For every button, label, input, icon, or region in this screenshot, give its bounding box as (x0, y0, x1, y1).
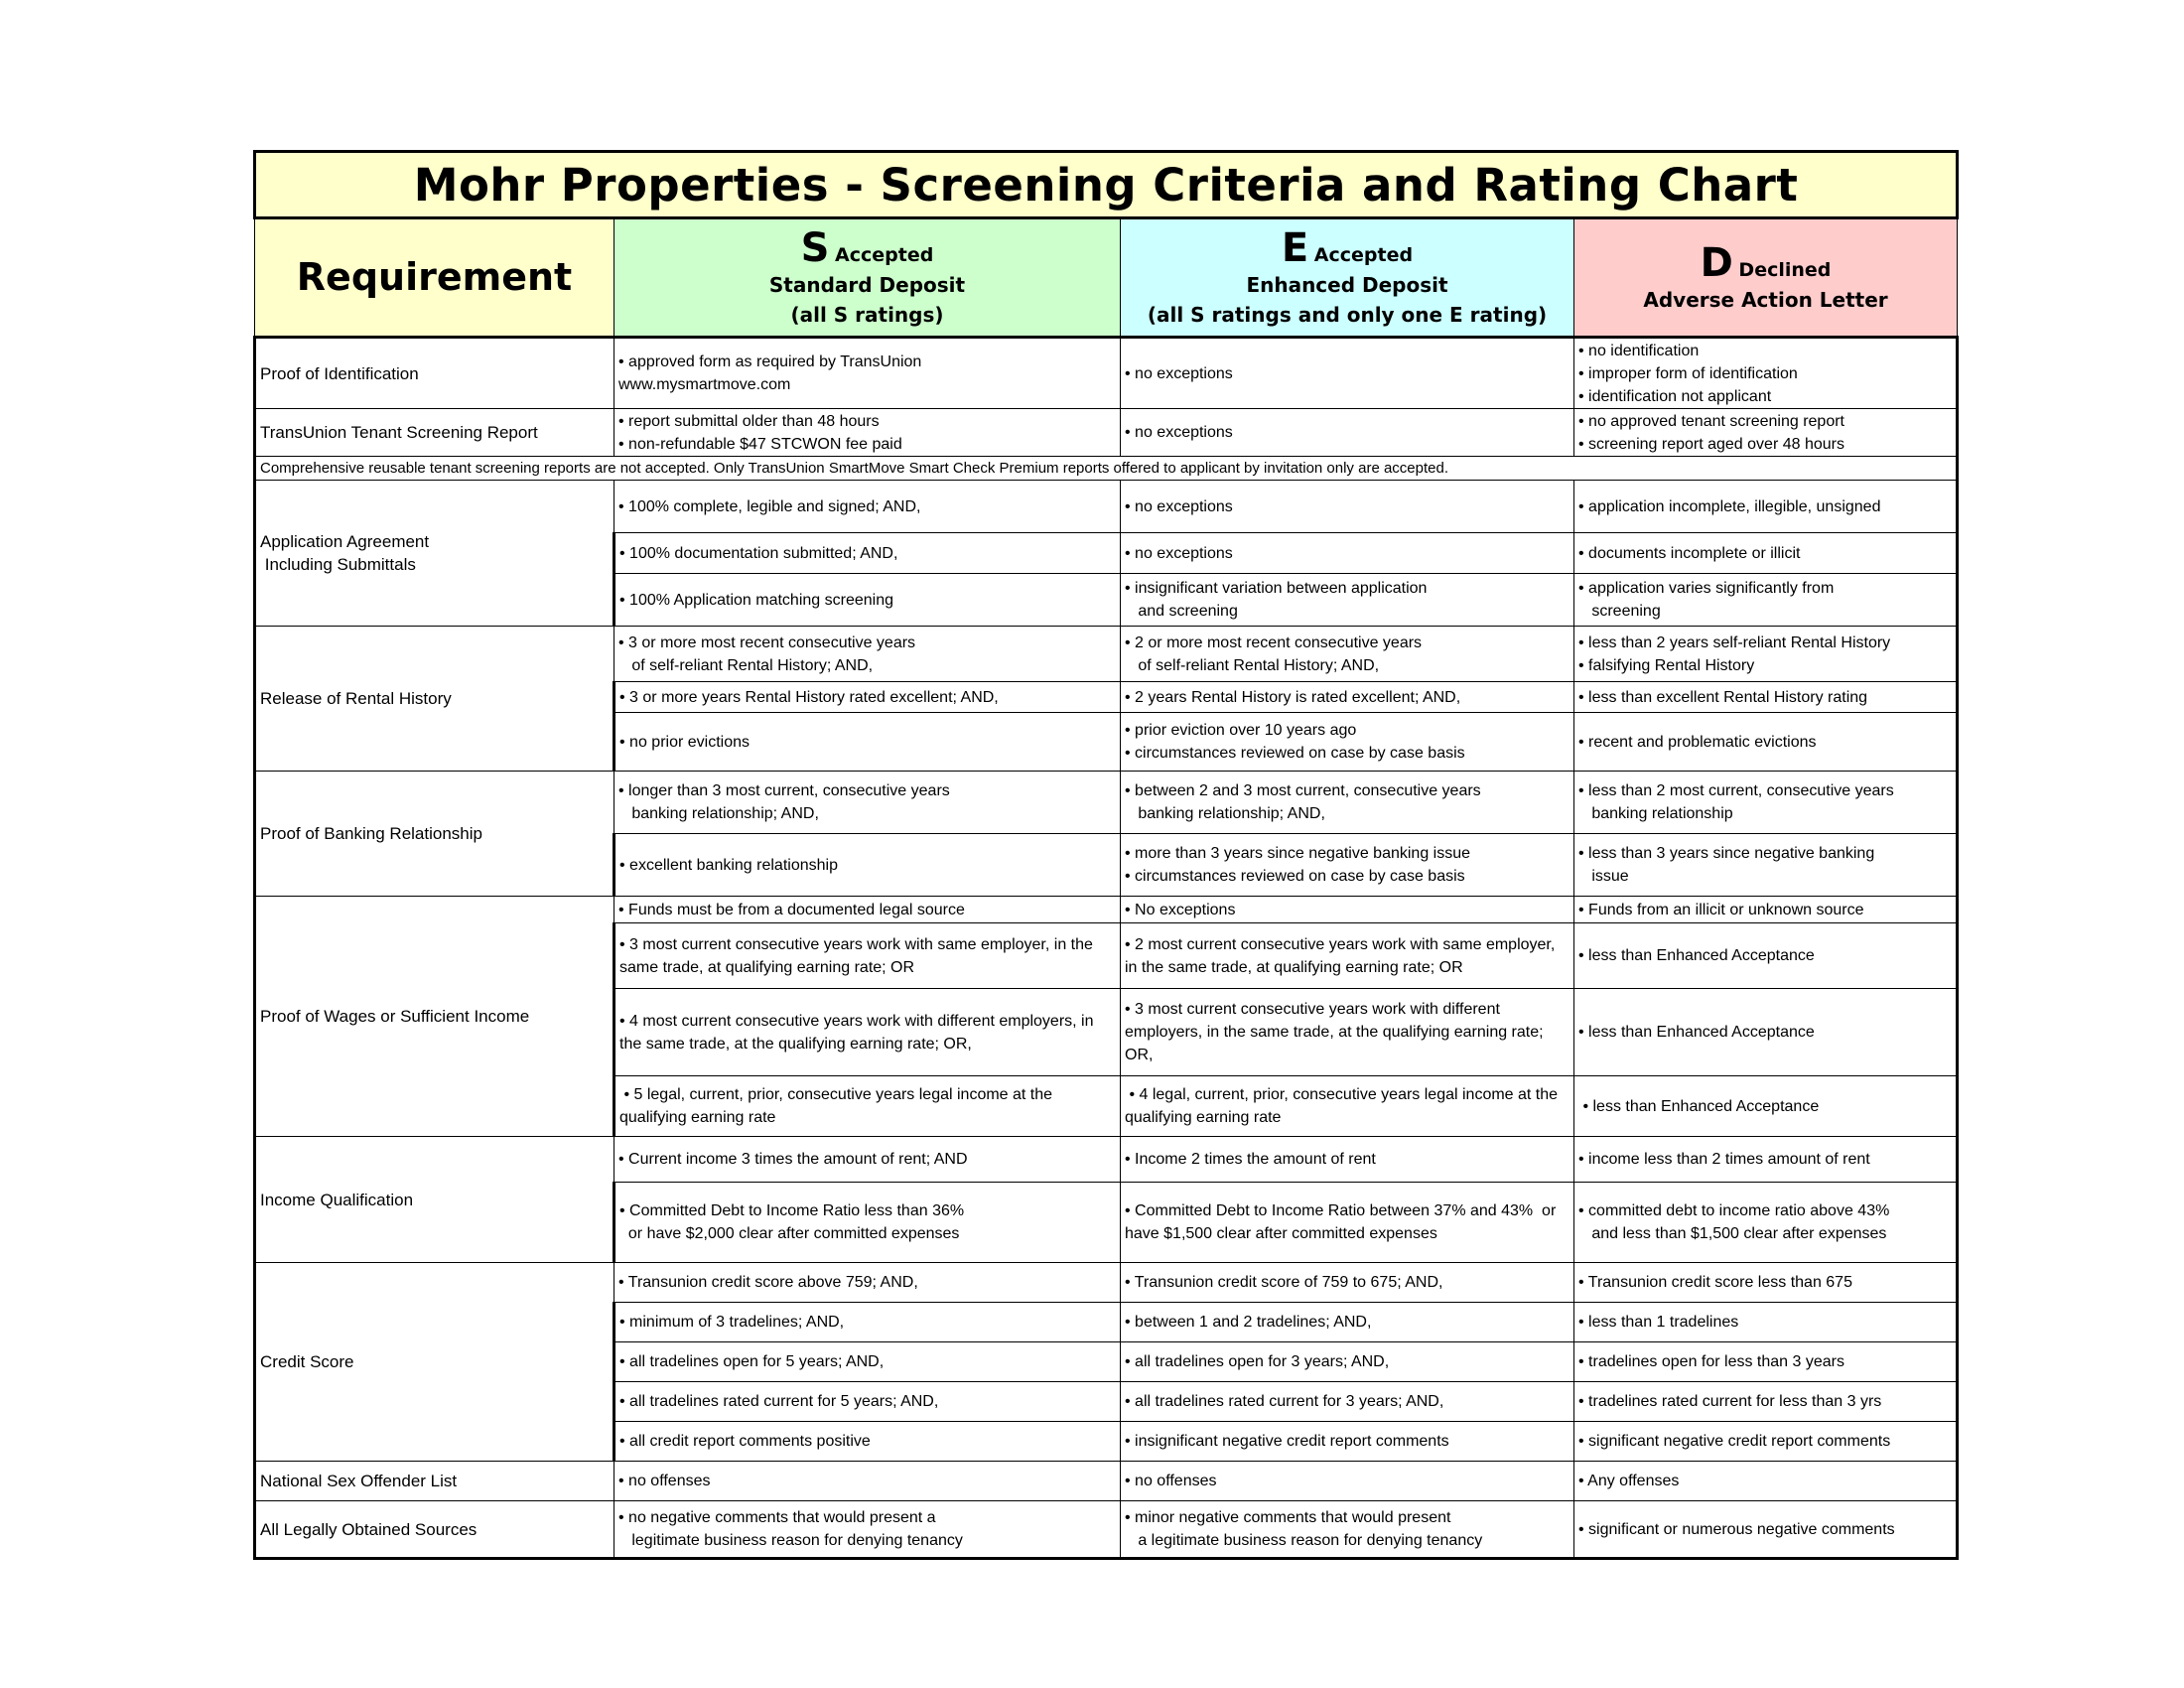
e-criteria-cell (1121, 1501, 1574, 1559)
s-criteria-cell (614, 1422, 1121, 1462)
s-criteria-cell (614, 1263, 1121, 1303)
criteria-line: • no offenses (618, 1473, 711, 1489)
criteria-line: of self-reliant Rental History; AND, (618, 656, 874, 674)
e-note: (all S ratings and only one E rating) (1147, 302, 1548, 327)
criteria-line: • significant negative credit report comments (1578, 1433, 1891, 1450)
criteria-line: • circumstances reviewed on case by case basis (1125, 868, 1465, 885)
criteria-line: • falsifying Rental History (1578, 656, 1755, 674)
requirement-label: All Legally Obtained Sources (260, 1519, 478, 1539)
criteria-line: • less than Enhanced Acceptance (1578, 947, 1815, 964)
criteria-line: • approved form as required by TransUnion (618, 353, 922, 370)
s-criteria-cell (614, 574, 1121, 627)
d-criteria-cell (1574, 897, 1958, 923)
requirement-label: Proof of Banking Relationship (260, 824, 482, 843)
screening-note: Comprehensive reusable tenant screening reports are not accepted. Only TransUnion SmartMove Smart Check Premium reports offered to applicant by invitation only are accepted. (255, 457, 1958, 481)
e-rating-header (1121, 218, 1574, 338)
requirement-label: Credit Score (260, 1352, 354, 1371)
d-criteria-cell (1574, 627, 1958, 682)
criteria-line: • no identification (1578, 342, 1700, 359)
criteria-line: issue (1578, 868, 1629, 885)
criteria-line: • insignificant negative credit report comments (1125, 1433, 1449, 1450)
d-criteria-cell (1574, 923, 1958, 989)
criteria-line: • no exceptions (1125, 424, 1233, 441)
s-criteria-cell (614, 1183, 1121, 1263)
criteria-line: OR, (1125, 1047, 1154, 1063)
e-criteria-cell (1121, 1342, 1574, 1382)
criteria-line: • 3 or more years Rental History rated excellent; AND, (619, 688, 999, 706)
criteria-line: • 100% Application matching screening (619, 591, 893, 609)
e-criteria-cell (1121, 772, 1574, 834)
criteria-line: • No exceptions (1125, 901, 1236, 918)
d-criteria-cell (1574, 1422, 1958, 1462)
d-criteria-cell (1574, 1342, 1958, 1382)
requirement-cell (255, 897, 614, 1137)
e-letter: E (1281, 224, 1309, 271)
s-rating-header (614, 218, 1121, 338)
criteria-line: • identification not applicant (1578, 387, 1772, 405)
d-criteria-cell (1574, 574, 1958, 627)
e-criteria-cell (1121, 1382, 1574, 1422)
criteria-line: • Any offenses (1578, 1473, 1680, 1489)
requirement-label: Proof of Identification (260, 363, 419, 383)
e-deposit: Enhanced Deposit (1246, 272, 1448, 297)
criteria-line: • more than 3 years since negative banking issue (1125, 845, 1471, 862)
criteria-line: • less than excellent Rental History rating (1578, 688, 1868, 706)
criteria-line: banking relationship; AND, (1125, 805, 1325, 822)
criteria-line: • insignificant variation between application (1125, 580, 1428, 597)
criteria-line: • documents incomplete or illicit (1578, 544, 1801, 562)
criteria-line: • 3 most current consecutive years work with different (1125, 1001, 1500, 1018)
criteria-line: • Funds must be from a documented legal source (618, 901, 965, 918)
criteria-line: screening (1578, 603, 1661, 620)
criteria-line: • less than 2 years self-reliant Rental History (1578, 633, 1891, 651)
criteria-line: a legitimate business reason for denying tenancy (1125, 1532, 1483, 1549)
s-criteria-cell (614, 897, 1121, 923)
criteria-line: • Transunion credit score less than 675 (1578, 1274, 1852, 1291)
criteria-line: same trade, at qualifying earning rate; OR (619, 958, 915, 976)
criteria-line: • all tradelines open for 3 years; AND, (1125, 1353, 1390, 1370)
requirement-label: Proof of Wages or Sufficient Income (260, 1007, 530, 1026)
criteria-line: • no offenses (1125, 1473, 1217, 1489)
criteria-line: • report submittal older than 48 hours (618, 412, 880, 430)
e-criteria-cell (1121, 1422, 1574, 1462)
criteria-line: and screening (1125, 603, 1238, 620)
d-criteria-cell (1574, 1462, 1958, 1501)
criteria-line: • Funds from an illicit or unknown source (1578, 901, 1864, 918)
e-criteria-cell (1121, 1076, 1574, 1137)
criteria-line: • all tradelines rated current for 5 years; AND, (619, 1393, 939, 1410)
criteria-line: banking relationship (1578, 805, 1733, 822)
criteria-line: • significant or numerous negative comments (1578, 1520, 1895, 1538)
s-criteria-cell (614, 409, 1121, 457)
table-row (255, 897, 1958, 923)
requirement-cell (255, 481, 614, 627)
criteria-line: • less than Enhanced Acceptance (1578, 1097, 1820, 1115)
criteria-line: • screening report aged over 48 hours (1578, 435, 1844, 453)
criteria-line: • Transunion credit score of 759 to 675; AND, (1125, 1274, 1443, 1291)
criteria-line: • between 2 and 3 most current, consecutive years (1125, 782, 1481, 799)
d-criteria-cell (1574, 772, 1958, 834)
criteria-line: • tradelines open for less than 3 years (1578, 1353, 1844, 1370)
criteria-line: • less than Enhanced Acceptance (1578, 1024, 1815, 1041)
criteria-line: • all tradelines rated current for 3 years; AND, (1125, 1393, 1444, 1410)
criteria-line: • prior eviction over 10 years ago (1125, 722, 1357, 739)
table-row (255, 1462, 1958, 1501)
e-criteria-cell (1121, 834, 1574, 897)
criteria-line: • 5 legal, current, prior, consecutive years legal income at the (619, 1086, 1053, 1103)
criteria-line: • Income 2 times the amount of rent (1125, 1151, 1376, 1168)
e-criteria-cell (1121, 574, 1574, 627)
e-criteria-cell (1121, 1137, 1574, 1183)
criteria-line: • less than 2 most current, consecutive years (1578, 782, 1894, 799)
s-criteria-cell (614, 533, 1121, 574)
requirement-cell (255, 409, 614, 457)
criteria-line: • all tradelines open for 5 years; AND, (619, 1353, 885, 1370)
criteria-line: • Committed Debt to Income Ratio between 37% and 43% or (1125, 1202, 1557, 1219)
d-deposit: Adverse Action Letter (1643, 287, 1888, 312)
d-criteria-cell (1574, 1303, 1958, 1342)
requirement-cell (255, 1462, 614, 1501)
table-row (255, 1137, 1958, 1183)
requirement-label: Including Submittals (260, 555, 416, 574)
requirement-label: Release of Rental History (260, 689, 452, 708)
s-criteria-cell (614, 713, 1121, 772)
d-criteria-cell (1574, 533, 1958, 574)
s-criteria-cell (614, 1303, 1121, 1342)
criteria-line: • Current income 3 times the amount of rent; AND (618, 1151, 968, 1168)
criteria-line: • 4 most current consecutive years work with different employers, in (619, 1012, 1094, 1030)
s-criteria-cell (614, 1137, 1121, 1183)
criteria-line: • all credit report comments positive (619, 1433, 871, 1450)
e-criteria-cell (1121, 533, 1574, 574)
requirement-cell (255, 1263, 614, 1462)
criteria-line: • no exceptions (1125, 364, 1233, 382)
d-criteria-cell (1574, 1501, 1958, 1559)
d-criteria-cell (1574, 713, 1958, 772)
s-note: (all S ratings) (790, 302, 944, 327)
s-deposit: Standard Deposit (768, 272, 966, 297)
criteria-line: • minor negative comments that would present (1125, 1509, 1451, 1526)
d-criteria-cell (1574, 1183, 1958, 1263)
d-criteria-cell (1574, 834, 1958, 897)
criteria-line: • income less than 2 times amount of rent (1578, 1151, 1870, 1168)
criteria-line: • circumstances reviewed on case by case basis (1125, 745, 1465, 762)
d-criteria-cell (1574, 409, 1958, 457)
criteria-line: • no exceptions (1125, 544, 1233, 562)
criteria-line: • minimum of 3 tradelines; AND, (619, 1314, 845, 1331)
d-criteria-cell (1574, 338, 1958, 409)
criteria-line: • tradelines rated current for less than 3 yrs (1578, 1393, 1882, 1410)
s-criteria-cell (614, 989, 1121, 1076)
s-criteria-cell (614, 338, 1121, 409)
e-criteria-cell (1121, 713, 1574, 772)
s-criteria-cell (614, 1501, 1121, 1559)
criteria-line: www.mysmartmove.com (618, 376, 791, 393)
criteria-line: • application incomplete, illegible, unsigned (1578, 497, 1881, 515)
criteria-line: or have $2,000 clear after committed expenses (619, 1225, 960, 1242)
criteria-line: • 100% documentation submitted; AND, (619, 544, 898, 562)
table-row (255, 481, 1958, 533)
criteria-line: • less than 1 tradelines (1578, 1314, 1739, 1331)
criteria-line: employers, in the same trade, at the qualifying earning rate; (1125, 1024, 1544, 1041)
s-status: Accepted (835, 243, 934, 266)
requirement-cell (255, 338, 614, 409)
requirement-label: Application Agreement (260, 532, 430, 551)
d-criteria-cell (1574, 682, 1958, 713)
e-criteria-cell (1121, 897, 1574, 923)
criteria-line: • application varies significantly from (1578, 580, 1835, 597)
d-letter: D (1700, 239, 1733, 286)
criteria-line: qualifying earning rate (619, 1109, 776, 1126)
note-row (255, 457, 1958, 481)
s-criteria-cell (614, 1382, 1121, 1422)
criteria-line: • 100% complete, legible and signed; AND, (618, 497, 921, 515)
criteria-line: • 2 years Rental History is rated excellent; AND, (1125, 688, 1461, 706)
criteria-line: • non-refundable $47 STCWON fee paid (618, 435, 902, 453)
requirement-label: Income Qualification (260, 1190, 414, 1209)
criteria-line: • excellent banking relationship (619, 856, 838, 874)
table-row (255, 1263, 1958, 1303)
criteria-line: • committed debt to income ratio above 43% (1578, 1202, 1890, 1219)
s-criteria-cell (614, 1076, 1121, 1137)
d-criteria-cell (1574, 1137, 1958, 1183)
criteria-line: legitimate business reason for denying tenancy (618, 1532, 963, 1549)
d-status: Declined (1738, 258, 1832, 281)
requirement-cell (255, 1137, 614, 1263)
title-row (255, 152, 1958, 218)
criteria-line: • no prior evictions (619, 733, 750, 751)
e-criteria-cell (1121, 923, 1574, 989)
page-title: Mohr Properties - Screening Criteria and Rating Chart (255, 152, 1958, 218)
criteria-line: • Committed Debt to Income Ratio less than 36% (619, 1202, 965, 1219)
criteria-line: • Transunion credit score above 759; AND, (618, 1274, 918, 1291)
requirement-cell (255, 627, 614, 772)
d-criteria-cell (1574, 1076, 1958, 1137)
screening-criteria-table (253, 150, 1959, 1560)
table-row (255, 409, 1958, 457)
criteria-line: • 2 most current consecutive years work with same employer, (1125, 935, 1556, 953)
criteria-body (255, 338, 1958, 1559)
criteria-line: • less than 3 years since negative banking (1578, 845, 1875, 862)
e-criteria-cell (1121, 409, 1574, 457)
criteria-line: the same trade, at the qualifying earning rate; OR, (619, 1035, 972, 1053)
criteria-line: in the same trade, at qualifying earning rate; OR (1125, 958, 1463, 976)
criteria-line: • between 1 and 2 tradelines; AND, (1125, 1314, 1372, 1331)
e-criteria-cell (1121, 989, 1574, 1076)
criteria-line: have $1,500 clear after committed expenses (1125, 1225, 1437, 1242)
header-row (255, 218, 1958, 338)
e-criteria-cell (1121, 1263, 1574, 1303)
s-criteria-cell (614, 1462, 1121, 1501)
criteria-line: • 2 or more most recent consecutive years (1125, 633, 1423, 651)
e-criteria-cell (1121, 682, 1574, 713)
criteria-line: and less than $1,500 clear after expenses (1578, 1225, 1887, 1242)
criteria-line: • improper form of identification (1578, 364, 1798, 382)
e-criteria-cell (1121, 1183, 1574, 1263)
criteria-line: • 4 legal, current, prior, consecutive years legal income at the (1125, 1086, 1559, 1103)
d-rating-header (1574, 218, 1958, 338)
s-criteria-cell (614, 772, 1121, 834)
d-criteria-cell (1574, 1382, 1958, 1422)
requirement-label: TransUnion Tenant Screening Report (260, 423, 538, 442)
s-criteria-cell (614, 682, 1121, 713)
d-criteria-cell (1574, 481, 1958, 533)
s-criteria-cell (614, 627, 1121, 682)
table-row (255, 1501, 1958, 1559)
criteria-line: • 3 or more most recent consecutive years (618, 633, 916, 651)
e-criteria-cell (1121, 627, 1574, 682)
criteria-line: banking relationship; AND, (618, 805, 819, 822)
criteria-line: qualifying earning rate (1125, 1109, 1282, 1126)
e-criteria-cell (1121, 338, 1574, 409)
requirement-cell (255, 772, 614, 897)
e-criteria-cell (1121, 1462, 1574, 1501)
requirement-header: Requirement (255, 218, 614, 338)
criteria-line: • 3 most current consecutive years work with same employer, in the (619, 935, 1093, 953)
s-criteria-cell (614, 923, 1121, 989)
criteria-line: • longer than 3 most current, consecutive years (618, 782, 950, 799)
e-criteria-cell (1121, 1303, 1574, 1342)
criteria-line: • no negative comments that would present a (618, 1509, 936, 1526)
table-row (255, 338, 1958, 409)
requirement-cell (255, 1501, 614, 1559)
requirement-label: National Sex Offender List (260, 1472, 458, 1490)
criteria-line: • no exceptions (1125, 497, 1233, 515)
s-criteria-cell (614, 834, 1121, 897)
criteria-line: • no approved tenant screening report (1578, 412, 1844, 430)
d-criteria-cell (1574, 989, 1958, 1076)
s-letter: S (800, 224, 830, 271)
criteria-line: of self-reliant Rental History; AND, (1125, 656, 1380, 674)
table-row (255, 772, 1958, 834)
s-criteria-cell (614, 481, 1121, 533)
e-status: Accepted (1313, 243, 1414, 266)
criteria-line: • recent and problematic evictions (1578, 733, 1817, 751)
table-row (255, 627, 1958, 682)
s-criteria-cell (614, 1342, 1121, 1382)
d-criteria-cell (1574, 1263, 1958, 1303)
e-criteria-cell (1121, 481, 1574, 533)
